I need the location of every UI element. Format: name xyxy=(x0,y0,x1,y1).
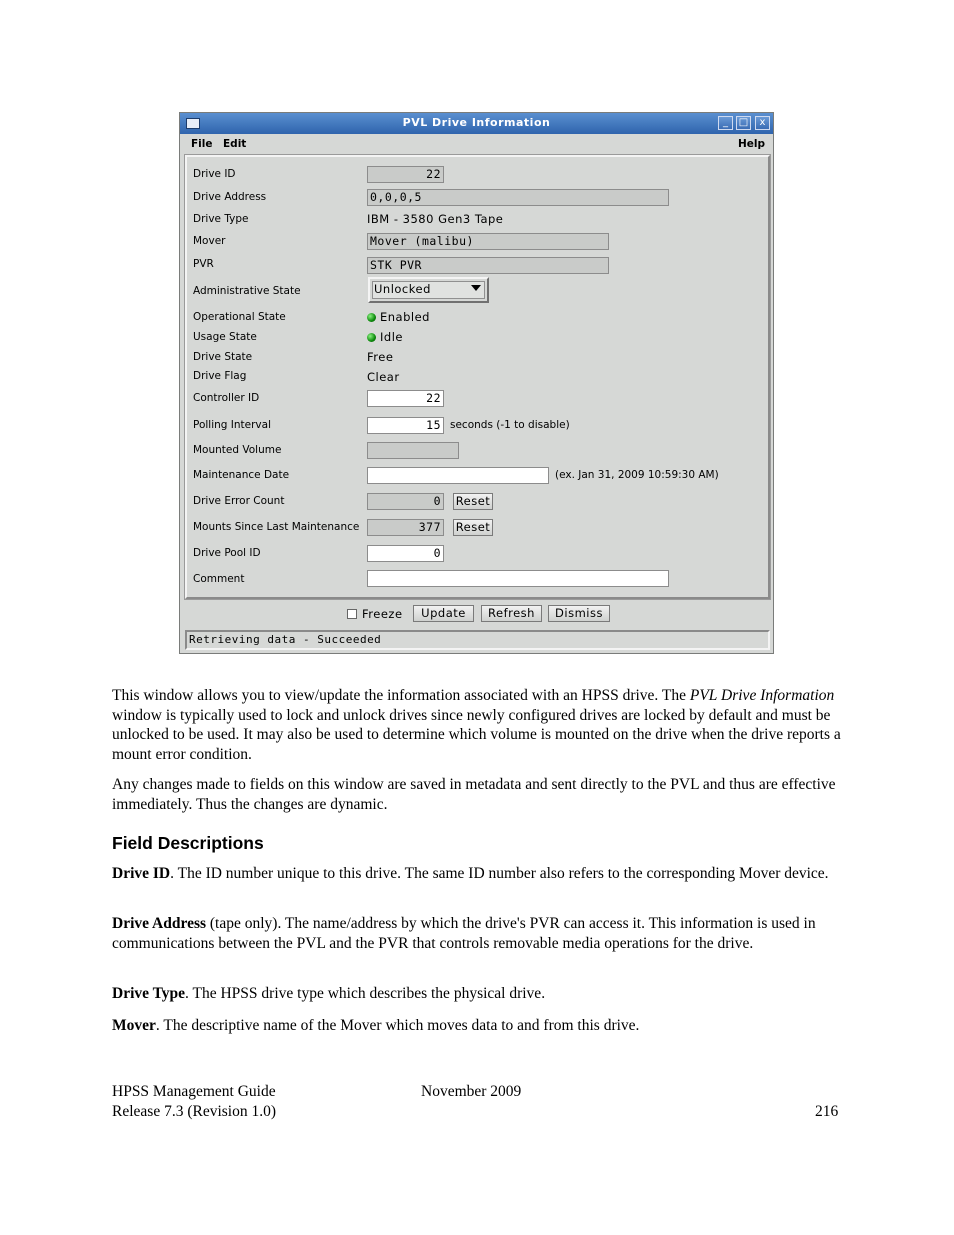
controller-id-input[interactable]: 22 xyxy=(367,390,444,407)
freeze-label: Freeze xyxy=(362,607,403,621)
footer-guide-title: HPSS Management Guide xyxy=(112,1083,276,1100)
drive-info-panel xyxy=(185,155,770,599)
maintenance-date-hint: (ex. Jan 31, 2009 10:59:30 AM) xyxy=(555,469,719,481)
chevron-down-icon xyxy=(471,285,481,291)
drive-type-value: IBM - 3580 Gen3 Tape xyxy=(367,212,504,226)
button-bar xyxy=(185,601,770,627)
drive-id-term: Drive ID xyxy=(112,865,171,882)
mover-text: . The descriptive name of the Mover which moves data to and from this drive. xyxy=(155,1017,640,1034)
mounts-since-maintenance-field: 377 xyxy=(367,519,444,536)
drive-type-label: Drive Type xyxy=(193,213,249,225)
maintenance-date-label: Maintenance Date xyxy=(193,469,290,481)
green-status-icon xyxy=(367,313,376,322)
refresh-button[interactable]: Refresh xyxy=(481,605,542,622)
mover-description xyxy=(112,1016,842,1036)
mounted-volume-label: Mounted Volume xyxy=(193,444,282,456)
drive-id-field: 22 xyxy=(367,166,444,183)
intro-emphasis: PVL Drive Information xyxy=(689,687,835,704)
title-bar[interactable] xyxy=(180,113,773,134)
intro-text-b: window is typically used to lock and unlock drives since newly configured drives are locked by default and must be unlocked to be used. It may also be used to determine which volume is mounted on the drive when the drive reports a mount error condition. xyxy=(112,706,841,764)
polling-interval-hint: seconds (-1 to disable) xyxy=(450,419,570,431)
green-status-icon xyxy=(367,333,376,342)
pvr-label: PVR xyxy=(193,258,214,270)
drive-flag-value: Clear xyxy=(367,370,400,384)
maintenance-date-input[interactable] xyxy=(367,467,549,484)
comment-input[interactable] xyxy=(367,570,669,587)
mover-term: Mover xyxy=(112,1017,156,1034)
drive-id-text: . The ID number unique to this drive. The same ID number also refers to the corresponding Mover device. xyxy=(170,865,829,882)
drive-type-term: Drive Type xyxy=(112,985,186,1002)
pvl-drive-information-window xyxy=(179,112,774,654)
drive-address-description xyxy=(112,914,842,953)
drive-pool-id-label: Drive Pool ID xyxy=(193,547,261,559)
drive-address-text: (tape only). The name/address by which the drive's PVR can access it. This information is used in communications between the PVL and the PVR that controls removable media operations for the drive. xyxy=(112,915,816,952)
footer-date: November 2009 xyxy=(421,1083,522,1100)
mounts-since-maintenance-label: Mounts Since Last Maintenance xyxy=(193,521,360,533)
menu-file[interactable]: File xyxy=(191,138,213,150)
drive-address-field: 0,0,0,5 xyxy=(367,189,669,206)
admin-state-dropdown[interactable] xyxy=(368,277,489,303)
menu-help[interactable]: Help xyxy=(737,138,765,150)
drive-state-value: Free xyxy=(367,350,394,364)
drive-state-label: Drive State xyxy=(193,351,253,363)
usage-state-label: Usage State xyxy=(193,331,257,343)
close-button[interactable]: x xyxy=(755,116,770,130)
reset-error-count-button[interactable]: Reset xyxy=(453,493,493,510)
drive-address-term: Drive Address xyxy=(112,915,207,932)
operational-state-value xyxy=(367,310,430,324)
footer-page-number: 216 xyxy=(815,1103,839,1120)
polling-interval-input[interactable]: 15 xyxy=(367,417,444,434)
menu-bar xyxy=(183,135,770,153)
controller-id-label: Controller ID xyxy=(193,392,260,404)
minimize-button[interactable]: _ xyxy=(718,116,733,130)
comment-label: Comment xyxy=(193,573,245,585)
reset-mounts-button[interactable]: Reset xyxy=(453,519,493,536)
polling-interval-label: Polling Interval xyxy=(193,419,272,431)
mounted-volume-field xyxy=(367,442,459,459)
mover-field: Mover (malibu) xyxy=(367,233,609,250)
mover-label: Mover xyxy=(193,235,226,247)
menu-edit[interactable]: Edit xyxy=(223,138,247,150)
operational-state-text: Enabled xyxy=(380,310,430,324)
field-descriptions-heading: Field Descriptions xyxy=(112,833,264,853)
footer-release: Release 7.3 (Revision 1.0) xyxy=(112,1103,277,1120)
maximize-button[interactable]: □ xyxy=(736,116,751,130)
drive-error-count-label: Drive Error Count xyxy=(193,495,285,507)
usage-state-text: Idle xyxy=(380,330,403,344)
window-title: PVL Drive Information xyxy=(402,116,551,129)
dynamic-changes-paragraph: Any changes made to fields on this window are saved in metadata and sent directly to the PVL and thus are effective immediately. Thus the changes are dynamic. xyxy=(112,776,836,813)
dismiss-button[interactable]: Dismiss xyxy=(548,605,610,622)
pvr-field: STK PVR xyxy=(367,257,609,274)
drive-type-text: . The HPSS drive type which describes the physical drive. xyxy=(185,985,546,1002)
drive-id-label: Drive ID xyxy=(193,168,236,180)
drive-error-count-field: 0 xyxy=(367,493,444,510)
intro-text-a: This window allows you to view/update the information associated with an HPSS drive. The xyxy=(112,687,690,704)
intro-paragraph xyxy=(112,686,842,765)
drive-address-label: Drive Address xyxy=(193,191,267,203)
update-button[interactable]: Update xyxy=(413,605,474,622)
drive-id-description xyxy=(112,864,842,884)
admin-state-value: Unlocked xyxy=(374,282,431,296)
drive-type-description xyxy=(112,984,842,1004)
status-bar: Retrieving data - Succeeded xyxy=(185,630,770,650)
drive-flag-label: Drive Flag xyxy=(193,370,247,382)
admin-state-label: Administrative State xyxy=(193,285,301,297)
drive-pool-id-input[interactable]: 0 xyxy=(367,545,444,562)
freeze-checkbox[interactable] xyxy=(347,609,357,619)
usage-state-value xyxy=(367,330,403,344)
operational-state-label: Operational State xyxy=(193,311,286,323)
